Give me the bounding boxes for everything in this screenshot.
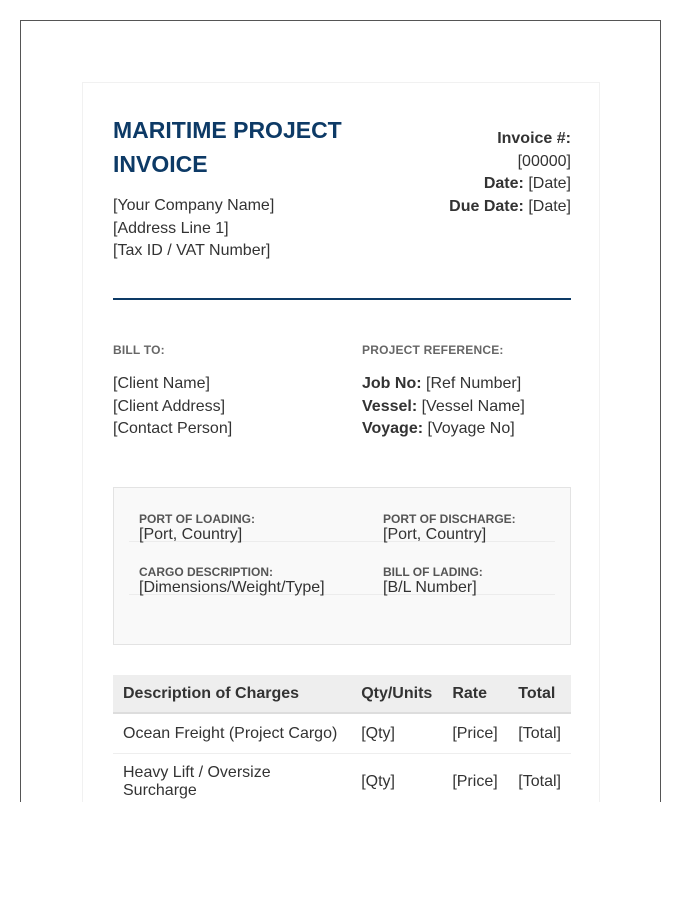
charges-header-row [113, 675, 571, 713]
header-qty: Qty/Units [351, 675, 442, 713]
vessel-value: [Vessel Name] [421, 397, 525, 415]
client-address: [Client Address] [113, 397, 226, 415]
invoice-number-label: Invoice #: [497, 130, 571, 147]
header-rate: Rate [442, 675, 508, 713]
company-info [113, 195, 274, 263]
bill-to-label: BILL TO: [113, 343, 165, 357]
table-row [113, 754, 571, 803]
charges-table [113, 675, 571, 802]
project-reference-block [362, 373, 525, 441]
port-of-loading [139, 488, 255, 544]
charge-rate: [Price] [442, 713, 508, 754]
charge-rate: [Price] [442, 754, 508, 803]
bill-of-lading-value: [B/L Number] [383, 579, 477, 596]
project-reference-label: PROJECT REFERENCE: [362, 343, 504, 357]
bill-of-lading-label: BILL OF LADING: [383, 565, 483, 579]
shipping-details-panel [113, 487, 571, 645]
company-name: [Your Company Name] [113, 197, 275, 214]
cargo-description-label: CARGO DESCRIPTION: [139, 565, 274, 579]
cargo-description-value: [Dimensions/Weight/Type] [139, 579, 325, 596]
invoice-sheet [82, 82, 600, 802]
charge-total: [Total] [508, 754, 571, 803]
charge-qty: [Qty] [351, 754, 442, 803]
port-of-loading-label: PORT OF LOADING: [139, 512, 255, 526]
client-name: [Client Name] [113, 375, 210, 392]
charge-description: Heavy Lift / Oversize Surcharge [113, 754, 351, 803]
company-tax-id: [Tax ID / VAT Number] [113, 242, 271, 259]
header-description: Description of Charges [113, 675, 351, 713]
port-of-loading-value: [Port, Country] [139, 526, 243, 543]
header-total: Total [508, 675, 571, 713]
date-label: Date: [483, 175, 524, 192]
bill-to-block [113, 373, 232, 441]
due-date-label: Due Date: [449, 197, 524, 215]
job-no-value: [Ref Number] [426, 375, 522, 392]
job-no-label: Job No: [362, 375, 422, 392]
due-date-value: [Date] [528, 197, 571, 215]
company-address: [Address Line 1] [113, 219, 229, 237]
invoice-title: MARITIME PROJECT INVOICE [113, 117, 342, 177]
port-of-discharge-label: PORT OF DISCHARGE: [383, 512, 516, 526]
contact-person: [Contact Person] [113, 420, 233, 437]
port-of-discharge [383, 488, 516, 544]
charge-description: Ocean Freight (Project Cargo) [113, 713, 351, 754]
date-value: [Date] [528, 175, 571, 192]
charge-total: [Total] [508, 713, 571, 754]
port-of-discharge-value: [Port, Country] [383, 526, 487, 543]
vessel-label: Vessel: [362, 397, 418, 415]
invoice-meta [449, 128, 571, 218]
cargo-description [139, 541, 325, 597]
bill-of-lading [383, 541, 483, 597]
header-divider [113, 298, 571, 300]
shipping-row-ports [129, 488, 555, 542]
charge-qty: [Qty] [351, 713, 442, 754]
document-viewport [20, 20, 661, 802]
voyage-value: [Voyage No] [427, 420, 515, 437]
shipping-row-cargo [129, 541, 555, 595]
invoice-number: [00000] [517, 152, 571, 170]
table-row [113, 713, 571, 754]
voyage-label: Voyage: [362, 420, 424, 437]
